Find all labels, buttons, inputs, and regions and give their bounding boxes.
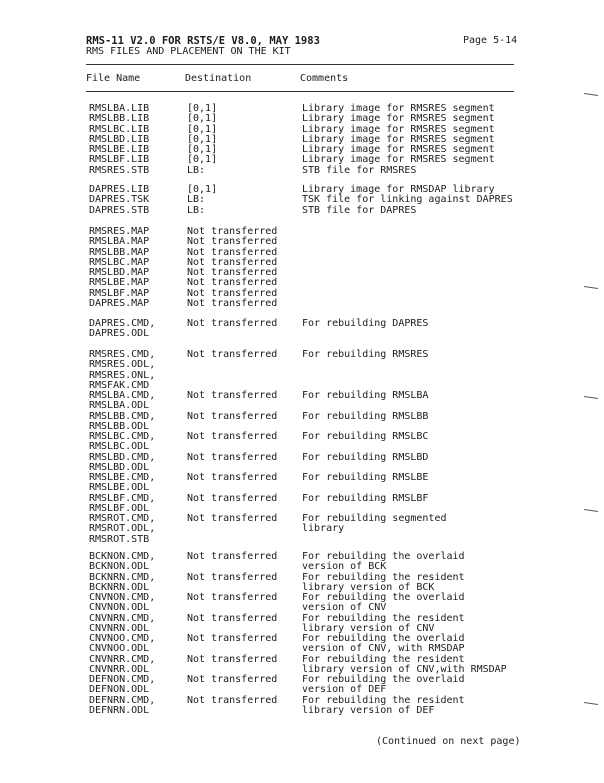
- comments-cell: Library image for RMSRES segment: [302, 144, 495, 155]
- comments-cell: version of BCK: [302, 561, 387, 573]
- margin-mark: [584, 286, 598, 289]
- column-header-comments: Comments: [300, 73, 349, 84]
- file-name-cell: RMSLBC.MAP: [89, 256, 150, 268]
- file-name-cell: CNVNOO.ODL: [89, 643, 150, 655]
- comments-cell: For rebuilding the overlaid: [302, 592, 465, 603]
- file-name-cell: RMSROT.ODL,: [89, 523, 156, 535]
- file-name-cell: RMSLBA.MAP: [89, 236, 150, 248]
- destination-cell: Not transferred: [187, 472, 278, 483]
- file-name-cell: RMSLBF.ODL: [89, 502, 150, 514]
- destination-cell: Not transferred: [187, 390, 278, 401]
- destination-cell: [0,1]: [187, 154, 218, 166]
- file-name-cell: RMSRES.STB: [89, 164, 150, 176]
- file-name-cell: DAPRES.CMD,: [89, 318, 156, 329]
- file-name-cell: CNVNRN.CMD,: [89, 612, 156, 624]
- destination-cell: Not transferred: [187, 612, 278, 624]
- destination-cell: Not transferred: [187, 236, 278, 248]
- file-name-cell: DEFNON.ODL: [89, 684, 150, 696]
- comments-cell: STB file for DAPRES: [302, 204, 417, 216]
- file-name-cell: RMSLBB.CMD,: [89, 410, 156, 422]
- file-name-cell: RMSLBD.MAP: [89, 267, 150, 278]
- destination-cell: LB:: [187, 164, 206, 176]
- destination-cell: Not transferred: [187, 592, 278, 603]
- comments-cell: library version of CNV,with RMSDAP: [302, 663, 507, 675]
- destination-cell: Not transferred: [187, 267, 278, 278]
- file-name-cell: RMSLBC.ODL: [89, 441, 150, 453]
- file-name-cell: DAPRES.LIB: [89, 184, 150, 195]
- destination-cell: Not transferred: [187, 492, 278, 504]
- comments-cell: For rebuilding RMSLBB: [302, 410, 429, 422]
- file-name-cell: RMSLBE.LIB: [89, 144, 150, 155]
- comments-cell: version of CNV: [302, 602, 387, 614]
- destination-cell: Not transferred: [187, 410, 278, 422]
- file-name-cell: BCKNON.ODL: [89, 561, 150, 573]
- file-name-cell: BCKNRN.ODL: [89, 581, 150, 593]
- margin-mark: [584, 702, 598, 705]
- file-name-cell: CNVNON.CMD,: [89, 592, 156, 603]
- destination-cell: Not transferred: [187, 226, 278, 237]
- file-name-cell: DAPRES.STB: [89, 204, 150, 216]
- destination-cell: [0,1]: [187, 133, 218, 145]
- file-name-cell: DEFNRN.CMD,: [89, 694, 156, 706]
- destination-cell: [0,1]: [187, 144, 218, 155]
- file-name-cell: RMSLBF.MAP: [89, 287, 150, 299]
- file-name-cell: RMSLBC.LIB: [89, 123, 150, 135]
- file-name-cell: RMSROT.CMD,: [89, 513, 156, 524]
- file-name-cell: RMSLBD.LIB: [89, 133, 150, 145]
- column-header-file-name: File Name: [86, 73, 141, 84]
- file-name-cell: DAPRES.ODL: [89, 328, 150, 340]
- file-name-cell: CNVNRR.CMD,: [89, 653, 156, 665]
- file-name-cell: DEFNRN.ODL: [89, 704, 150, 716]
- destination-cell: [0,1]: [187, 184, 218, 195]
- destination-cell: Not transferred: [187, 256, 278, 268]
- file-name-cell: RMSRES.ODL,: [89, 359, 156, 371]
- destination-cell: [0,1]: [187, 113, 218, 125]
- comments-cell: For rebuilding DAPRES: [302, 318, 429, 329]
- file-name-cell: BCKNON.CMD,: [89, 551, 156, 562]
- file-name-cell: RMSLBF.CMD,: [89, 492, 156, 504]
- file-name-cell: RMSLBD.ODL: [89, 461, 150, 473]
- file-name-cell: RMSLBA.ODL: [89, 400, 150, 412]
- header-rule-top: [86, 64, 514, 65]
- file-name-cell: DAPRES.MAP: [89, 297, 150, 309]
- margin-mark: [584, 509, 598, 512]
- comments-cell: For rebuilding the resident: [302, 653, 465, 665]
- comments-cell: Library image for RMSRES segment: [302, 133, 495, 145]
- destination-cell: Not transferred: [187, 318, 278, 329]
- comments-cell: For rebuilding RMSRES: [302, 349, 429, 360]
- destination-cell: [0,1]: [187, 103, 218, 114]
- file-name-cell: RMSLBD.CMD,: [89, 451, 156, 463]
- comments-cell: STB file for RMSRES: [302, 164, 417, 176]
- file-name-cell: RMSRES.ONL,: [89, 369, 156, 381]
- file-name-cell: RMSLBE.MAP: [89, 277, 150, 289]
- comments-cell: library version of BCK: [302, 581, 435, 593]
- file-name-cell: RMSLBF.LIB: [89, 154, 150, 166]
- comments-cell: Library image for RMSRES segment: [302, 123, 495, 135]
- comments-cell: For rebuilding the resident: [302, 571, 465, 583]
- file-name-cell: RMSLBE.CMD,: [89, 472, 156, 483]
- file-name-cell: RMSLBA.LIB: [89, 103, 150, 114]
- comments-cell: Library image for RMSDAP library: [302, 184, 495, 195]
- destination-cell: Not transferred: [187, 431, 278, 442]
- document-subtitle: RMS FILES AND PLACEMENT ON THE KIT: [86, 46, 291, 57]
- destination-cell: Not transferred: [187, 297, 278, 309]
- comments-cell: For rebuilding the overlaid: [302, 633, 465, 644]
- file-name-cell: DAPRES.TSK: [89, 194, 150, 206]
- comments-cell: version of CNV, with RMSDAP: [302, 643, 465, 655]
- destination-cell: Not transferred: [187, 674, 278, 685]
- file-name-cell: DEFNON.CMD,: [89, 674, 156, 685]
- comments-cell: For rebuilding segmented: [302, 513, 447, 524]
- document-title: RMS-11 V2.0 FOR RSTS/E V8.0, MAY 1983: [86, 35, 320, 47]
- file-name-cell: CNVNON.ODL: [89, 602, 150, 614]
- comments-cell: library: [302, 523, 345, 535]
- destination-cell: Not transferred: [187, 653, 278, 665]
- comments-cell: For rebuilding RMSLBC: [302, 431, 429, 442]
- comments-cell: Library image for RMSRES segment: [302, 113, 495, 125]
- comments-cell: Library image for RMSRES segment: [302, 103, 495, 114]
- destination-cell: Not transferred: [187, 513, 278, 524]
- destination-cell: Not transferred: [187, 349, 278, 360]
- margin-mark: [584, 93, 598, 96]
- destination-cell: Not transferred: [187, 551, 278, 562]
- comments-cell: For rebuilding the resident: [302, 694, 465, 706]
- file-name-cell: CNVNRR.ODL: [89, 663, 150, 675]
- file-name-cell: CNVNRN.ODL: [89, 622, 150, 634]
- comments-cell: TSK file for linking against DAPRES: [302, 194, 513, 206]
- page-number: Page 5-14: [463, 35, 518, 46]
- destination-cell: Not transferred: [187, 694, 278, 706]
- destination-cell: LB:: [187, 204, 206, 216]
- destination-cell: Not transferred: [187, 277, 278, 289]
- destination-cell: Not transferred: [187, 287, 278, 299]
- column-header-destination: Destination: [185, 73, 252, 84]
- file-name-cell: RMSLBB.LIB: [89, 113, 150, 125]
- comments-cell: For rebuilding the resident: [302, 612, 465, 624]
- file-name-cell: RMSFAK.CMD: [89, 379, 150, 391]
- comments-cell: version of DEF: [302, 684, 387, 696]
- comments-cell: library version of DEF: [302, 704, 435, 716]
- comments-cell: For rebuilding RMSLBD: [302, 451, 429, 463]
- destination-cell: LB:: [187, 194, 206, 206]
- comments-cell: For rebuilding RMSLBE: [302, 472, 429, 483]
- file-name-cell: CNVNOO.CMD,: [89, 633, 156, 644]
- destination-cell: Not transferred: [187, 246, 278, 258]
- comments-cell: For rebuilding the overlaid: [302, 674, 465, 685]
- file-name-cell: RMSROT.STB: [89, 533, 150, 545]
- file-name-cell: RMSLBC.CMD,: [89, 431, 156, 442]
- continued-note: (Continued on next page): [376, 736, 521, 747]
- comments-cell: For rebuilding RMSLBA: [302, 390, 429, 401]
- destination-cell: [0,1]: [187, 123, 218, 135]
- header-rule-bottom: [86, 91, 514, 92]
- file-name-cell: RMSLBE.ODL: [89, 482, 150, 494]
- destination-cell: Not transferred: [187, 633, 278, 644]
- destination-cell: Not transferred: [187, 451, 278, 463]
- file-name-cell: RMSRES.CMD,: [89, 349, 156, 360]
- file-name-cell: RMSRES.MAP: [89, 226, 150, 237]
- comments-cell: library version of CNV: [302, 622, 435, 634]
- comments-cell: For rebuilding RMSLBF: [302, 492, 429, 504]
- file-name-cell: RMSLBA.CMD,: [89, 390, 156, 401]
- file-name-cell: RMSLBB.MAP: [89, 246, 150, 258]
- margin-mark: [584, 396, 598, 399]
- file-name-cell: BCKNRN.CMD,: [89, 571, 156, 583]
- destination-cell: Not transferred: [187, 571, 278, 583]
- comments-cell: Library image for RMSRES segment: [302, 154, 495, 166]
- file-name-cell: RMSLBB.ODL: [89, 420, 150, 432]
- comments-cell: For rebuilding the overlaid: [302, 551, 465, 562]
